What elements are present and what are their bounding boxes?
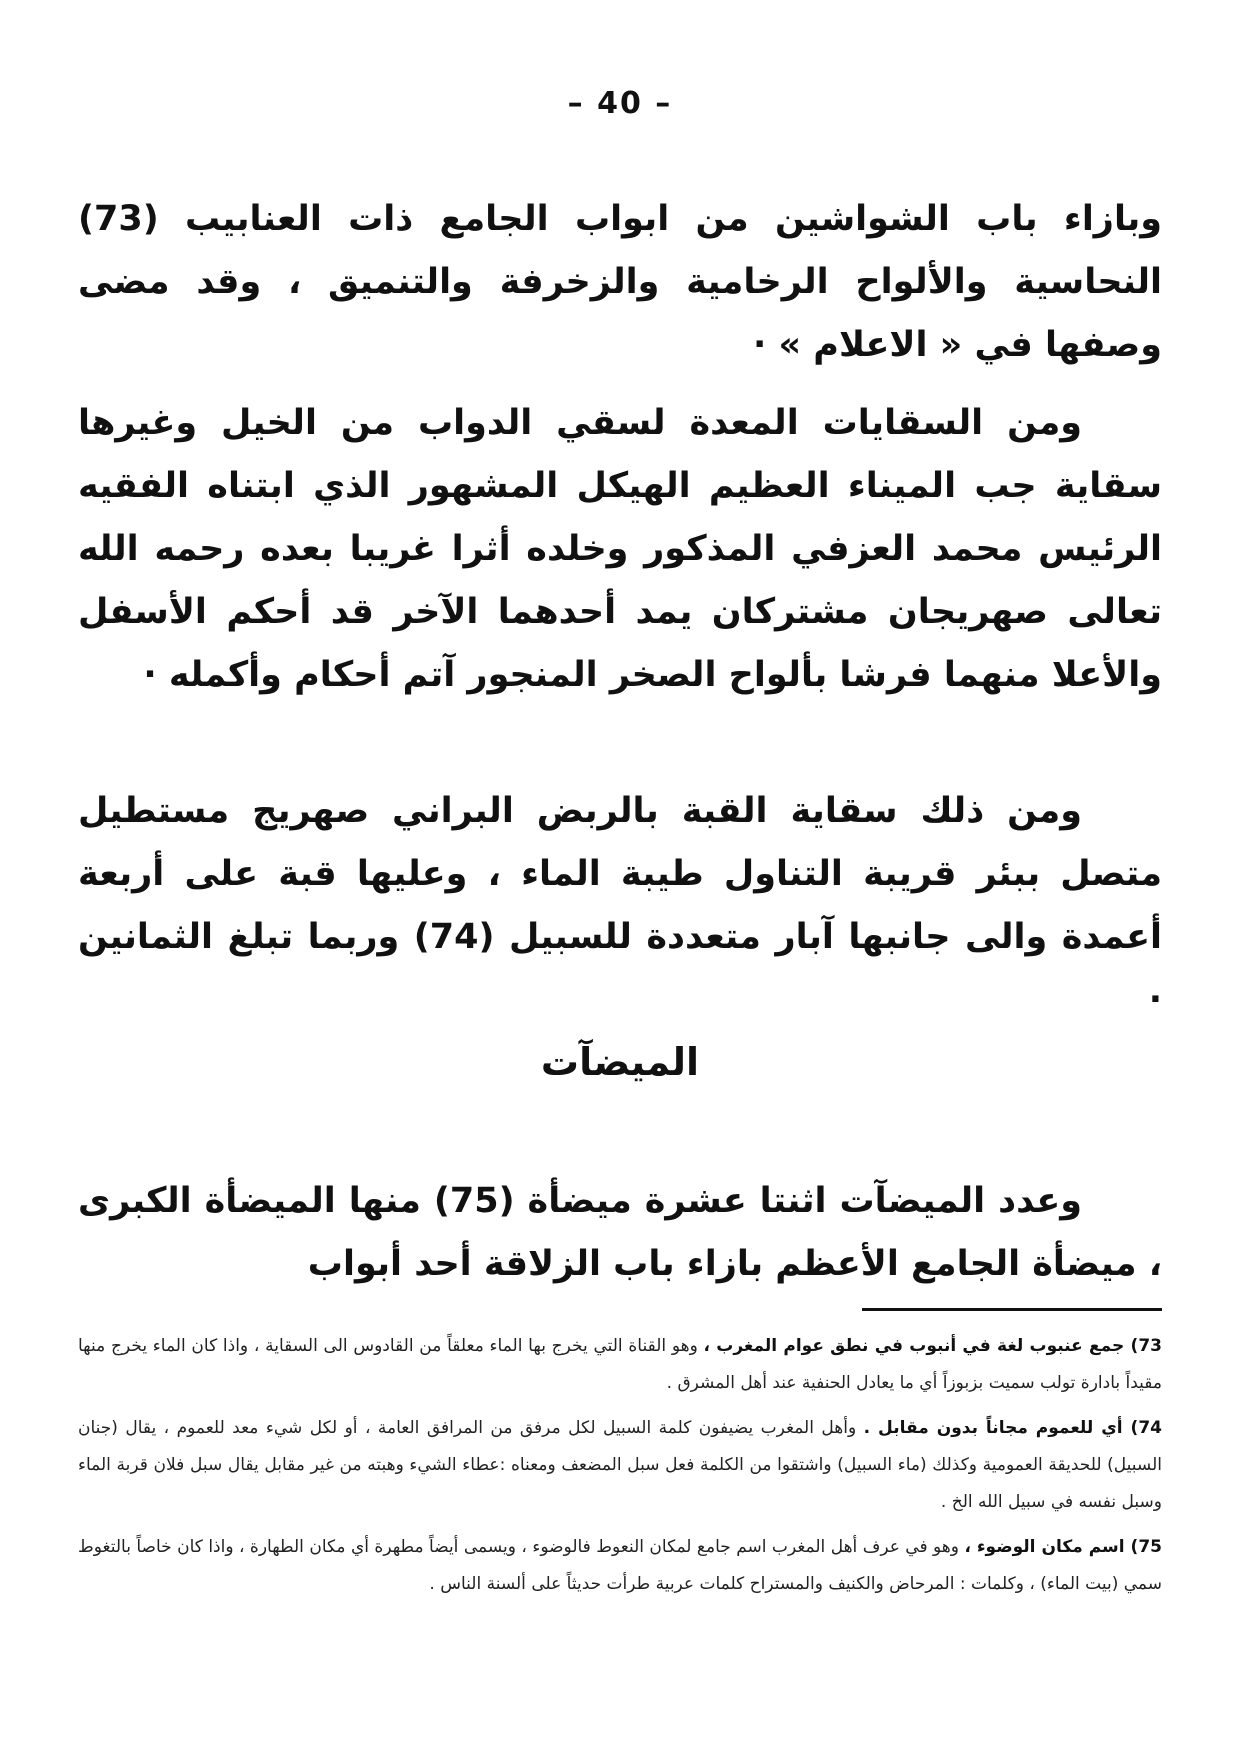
footnote-73-text: وهو القناة التي يخرج بها الماء معلقاً من القادوس الى السقاية ، واذا كان الماء يخرج منها مقيداً بادارة تولب سميت بزبوزاً أي ما يعادل الحنفية عند أهل المشرق . <box>78 1336 1162 1393</box>
footnote-74-lead: 74) أي للعموم مجاناً بدون مقابل . <box>863 1418 1162 1438</box>
footnote-74 <box>78 1410 1162 1521</box>
page-number: – 40 – <box>567 86 673 121</box>
footnote-75-text: وهو في عرف أهل المغرب اسم جامع لمكان النعوط فالوضوء ، ويسمى أيضاً مطهرة أي مكان الطهارة ، واذا كان خاصاً بالتغوط سمي (بيت الماء) ، وكلمات : المرحاض والكنيف والمستراح كلمات عربية طرأت حديثاً على ألسنة الناس . <box>78 1537 1162 1594</box>
paragraph-watering-places: ومن السقايات المعدة لسقي الدواب من الخيل وغيرها سقاية جب الميناء العظيم الهيكل المشهور الذي ابتناه الفقيه الرئيس محمد العزفي المذكور وخلده أثرا غريبا بعده رحمه الله تعالى صهريجان مشتركان يمد أحدهما الآخر قد أحكم الأسفل والأعلا منهما فرشا بألواح الصخر المنجور آتم أحكام وأكمله · <box>78 403 1162 695</box>
footnote-73-lead: 73) جمع عنبوب لغة في أنبوب في نطق عوام المغرب ، <box>703 1336 1162 1356</box>
paragraph-shawashin-gate: وبازاء باب الشواشين من ابواب الجامع ذات العنابيب (73) النحاسية والألواح الرخامية والزخرفة والتنميق ، وقد مضى وصفها في « الاعلام » · <box>78 199 1162 365</box>
footnote-75-lead: 75) اسم مكان الوضوء ، <box>964 1537 1162 1557</box>
paragraph-ablution-places: وعدد الميضآت اثنتا عشرة ميضأة (75) منها الميضأة الكبرى ، ميضأة الجامع الأعظم بازاء باب الزلاقة أحد أبواب <box>78 1181 1162 1284</box>
section-heading: الميضآت <box>540 1040 700 1084</box>
footnote-separator <box>862 1308 1162 1311</box>
footnote-75 <box>78 1529 1162 1603</box>
paragraph-qubba-fountain: ومن ذلك سقاية القبة بالربض البراني صهريج مستطيل متصل ببئر قريبة التناول طيبة الماء ، وعليها قبة على أربعة أعمدة والى جانبها آبار متعددة للسبيل (74) وربما تبلغ الثمانين · <box>78 791 1163 1020</box>
footnotes <box>78 1328 1162 1611</box>
footnote-73 <box>78 1328 1162 1402</box>
footnote-74-text: وأهل المغرب يضيفون كلمة السبيل لكل مرفق من المرافق العامة ، أو لكل شيء معد للعموم ، يقال (جنان السبيل) للحديقة العمومية وكذلك (ماء السبيل) واشتقوا من الكلمة فعل سبل المضعف ومعناه :عطاء الشيء وهبته من غير مقابل يقال سبل فلان قربة الماء وسبل نفسه في سبيل الله الخ . <box>78 1418 1162 1512</box>
